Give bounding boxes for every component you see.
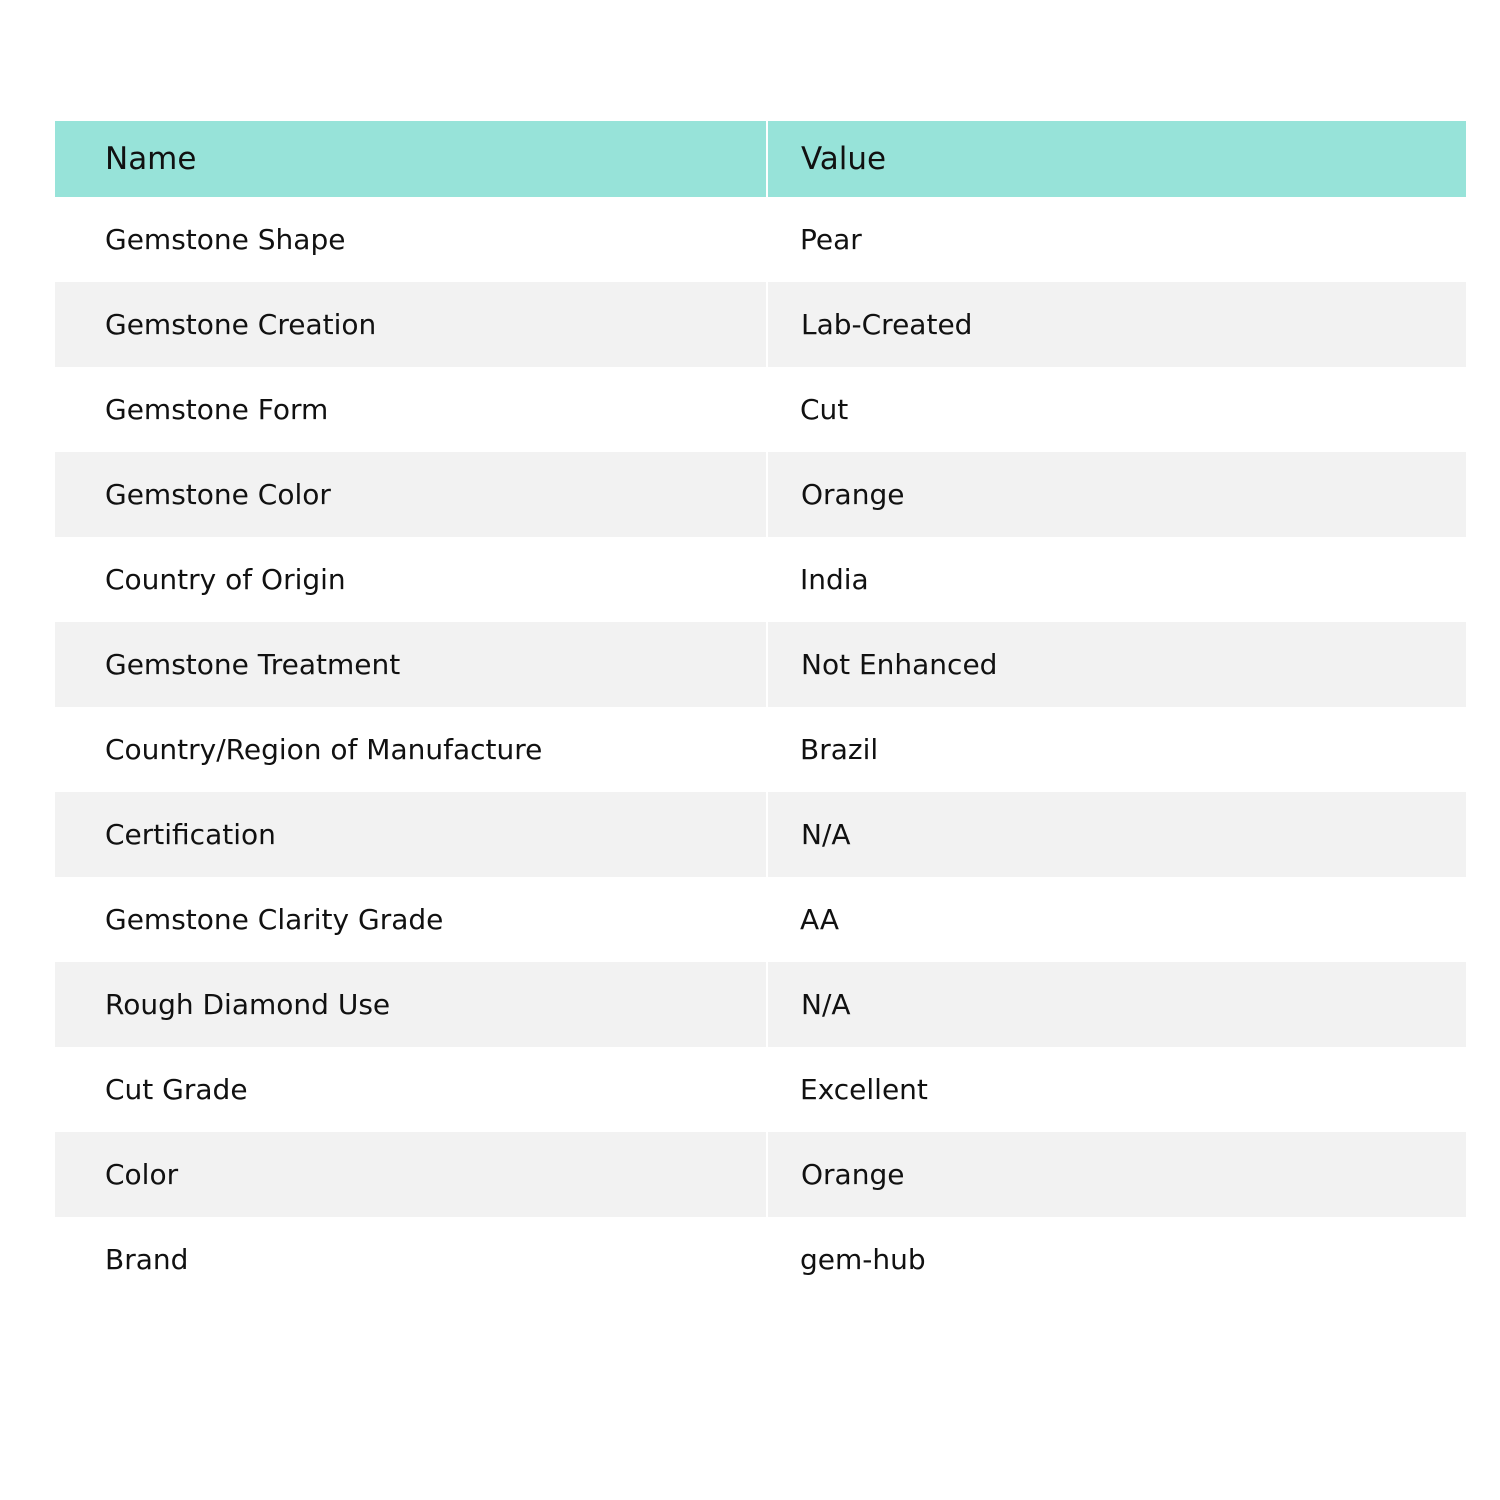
table-body [55, 197, 1466, 1302]
row-value-cell [767, 792, 1466, 877]
row-name: Cut Grade [105, 1073, 248, 1106]
row-name-cell [55, 707, 767, 792]
row-name-cell [55, 1217, 767, 1302]
table-row [55, 282, 1466, 367]
header-name-label: Name [105, 141, 197, 177]
header-name [55, 121, 767, 197]
row-value: Lab-Created [801, 308, 973, 341]
row-name: Rough Diamond Use [105, 988, 391, 1021]
row-name: Gemstone Form [105, 393, 329, 426]
row-value: Not Enhanced [801, 648, 998, 681]
table-row [55, 707, 1466, 792]
row-value: gem-hub [800, 1243, 926, 1276]
row-value-cell [767, 1132, 1466, 1217]
row-value-cell [767, 452, 1466, 537]
row-value-cell [767, 282, 1466, 367]
row-value-cell [767, 962, 1466, 1047]
row-name: Gemstone Treatment [105, 648, 401, 681]
row-value-cell [767, 537, 1466, 622]
row-name-cell [55, 622, 767, 707]
row-value-cell [767, 1047, 1466, 1132]
table-row [55, 537, 1466, 622]
row-name-cell [55, 1047, 767, 1132]
row-value: Brazil [800, 733, 879, 766]
table-row [55, 1217, 1466, 1302]
row-name-cell [55, 962, 767, 1047]
row-value-cell [767, 197, 1466, 282]
header-value [767, 121, 1466, 197]
row-value-cell [767, 367, 1466, 452]
row-name: Gemstone Creation [105, 308, 377, 341]
header-row [55, 121, 1466, 197]
table-row [55, 877, 1466, 962]
row-name: Brand [105, 1243, 189, 1276]
row-value-cell [767, 1217, 1466, 1302]
row-value: N/A [801, 988, 851, 1021]
row-value: N/A [801, 818, 851, 851]
row-name-cell [55, 1132, 767, 1217]
table-row [55, 452, 1466, 537]
row-name: Gemstone Shape [105, 223, 346, 256]
row-name: Gemstone Clarity Grade [105, 903, 444, 936]
item-specifics-table [55, 121, 1466, 1302]
table-row [55, 792, 1466, 877]
row-value-cell [767, 877, 1466, 962]
row-value-cell [767, 622, 1466, 707]
row-value: Orange [801, 1158, 905, 1191]
row-value: Cut [800, 393, 849, 426]
row-name-cell [55, 452, 767, 537]
row-name-cell [55, 282, 767, 367]
row-value: Excellent [800, 1073, 928, 1106]
table-row [55, 197, 1466, 282]
row-value: India [800, 563, 869, 596]
header-value-label: Value [801, 141, 887, 177]
table-row [55, 622, 1466, 707]
row-name-cell [55, 792, 767, 877]
row-name: Country/Region of Manufacture [105, 733, 543, 766]
row-name-cell [55, 877, 767, 962]
row-name: Color [105, 1158, 179, 1191]
row-name: Certification [105, 818, 276, 851]
table-row [55, 367, 1466, 452]
table-row [55, 1132, 1466, 1217]
row-name-cell [55, 367, 767, 452]
table-header [55, 121, 1466, 197]
row-name-cell [55, 197, 767, 282]
row-value: Pear [800, 223, 862, 256]
row-name: Country of Origin [105, 563, 346, 596]
row-name: Gemstone Color [105, 478, 331, 511]
row-value: Orange [801, 478, 905, 511]
row-value: AA [800, 903, 840, 936]
table-row [55, 1047, 1466, 1132]
row-value-cell [767, 707, 1466, 792]
table-row [55, 962, 1466, 1047]
row-name-cell [55, 537, 767, 622]
